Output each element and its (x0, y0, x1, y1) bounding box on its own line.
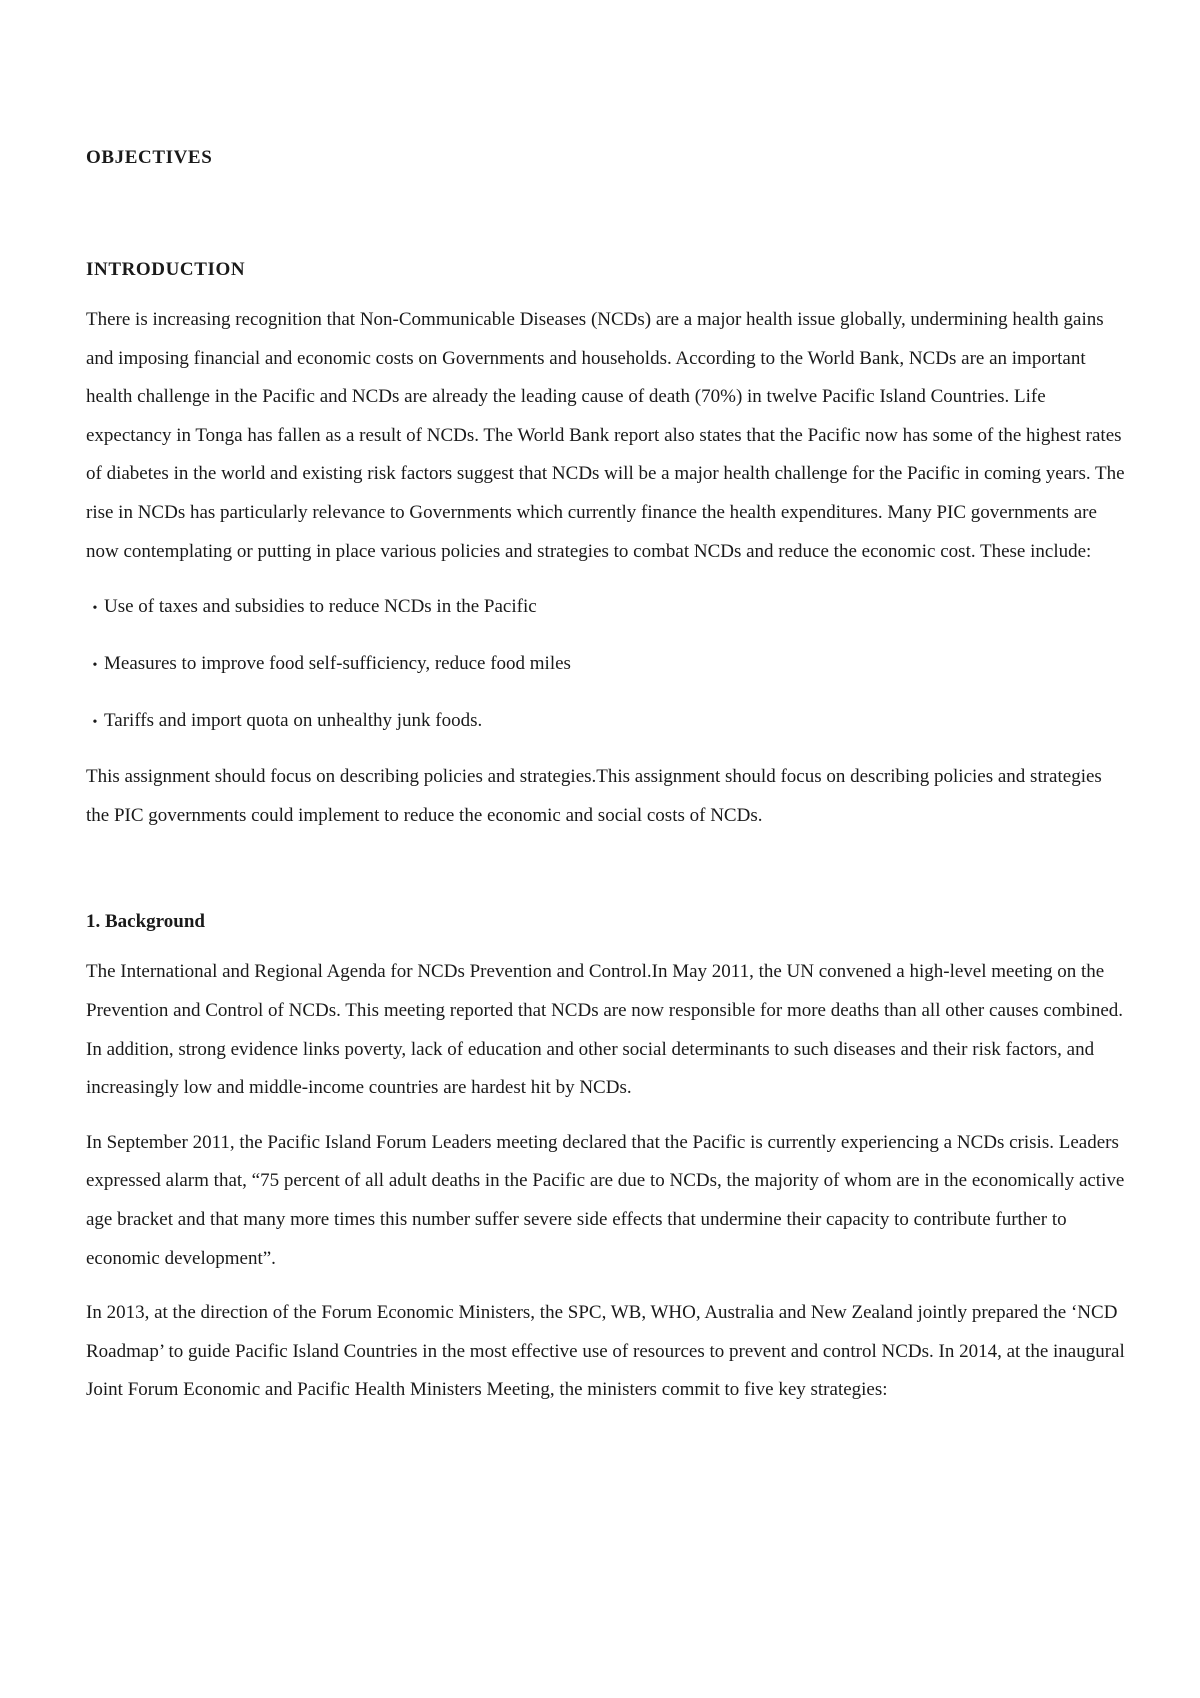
list-item (86, 702, 1126, 742)
bullet-marker: • (92, 658, 98, 674)
intro-paragraph: There is increasing recognition that Non-Communicable Diseases (NCDs) are a major health issue globally, undermining health gains and imposing financial and economic costs on Governments and households. According to the World Bank, NCDs are an important health challenge in the Pacific and NCDs are already the leading cause of death (70%) in twelve Pacific Island Countries. Life expectancy in Tonga has fallen as a result of NCDs. The World Bank report also states that the Pacific now has some of the highest rates of diabetes in the world and existing risk factors suggest that NCDs will be a major health challenge for the Pacific in coming years. The rise in NCDs has particularly relevance to Governments which currently finance the health expenditures. Many PIC governments are now contemplating or putting in place various policies and strategies to combat NCDs and reduce the economic cost. These include: (86, 309, 1125, 562)
background-paragraph-forum-leaders: In September 2011, the Pacific Island Forum Leaders meeting declared that the Pacific is currently experiencing a NCDs crisis. Leaders expressed alarm that, “75 percent of all adult deaths in the Pacific are due to NCDs, the majority of whom are in the economically active age bracket and that many more times this number suffer severe side effects that undermine their capacity to contribute further to economic development”. (86, 1131, 1125, 1269)
list-item (86, 588, 1126, 628)
objectives-heading: OBJECTIVES (86, 147, 213, 168)
focus-paragraph: This assignment should focus on describing policies and strategies.This assignment should focus on describing policies and strategies the PIC governments could implement to reduce the economic and social costs of NCDs. (86, 766, 1102, 826)
bullet-text: Measures to improve food self-sufficiency, reduce food miles (104, 653, 571, 675)
list-item (86, 645, 1126, 685)
bullet-text: Use of taxes and subsidies to reduce NCDs in the Pacific (104, 596, 537, 618)
bullet-list (86, 588, 1126, 742)
introduction-heading: INTRODUCTION (86, 259, 246, 280)
document-page (86, 130, 1126, 1410)
bullet-text: Tariffs and import quota on unhealthy junk foods. (104, 710, 483, 732)
background-paragraph-ncd-roadmap: In 2013, at the direction of the Forum Economic Ministers, the SPC, WB, WHO, Australia and New Zealand jointly prepared the ‘NCD Roadmap’ to guide Pacific Island Countries in the most effective use of resources to prevent and control NCDs. In 2014, at the inaugural Joint Forum Economic and Pacific Health Ministers Meeting, the ministers commit to five key strategies: (86, 1302, 1125, 1401)
background-paragraph-un-meeting: The International and Regional Agenda for NCDs Prevention and Control.In May 2011, the UN convened a high-level meeting on the Prevention and Control of NCDs. This meeting reported that NCDs are now responsible for more deaths than all other causes combined. In addition, strong evidence links poverty, lack of education and other social determinants to such diseases and their risk factors, and increasingly low and middle-income countries are hardest hit by NCDs. (86, 961, 1124, 1099)
background-heading: 1. Background (86, 911, 205, 933)
bullet-marker: • (92, 715, 98, 731)
bullet-marker: • (92, 601, 98, 617)
